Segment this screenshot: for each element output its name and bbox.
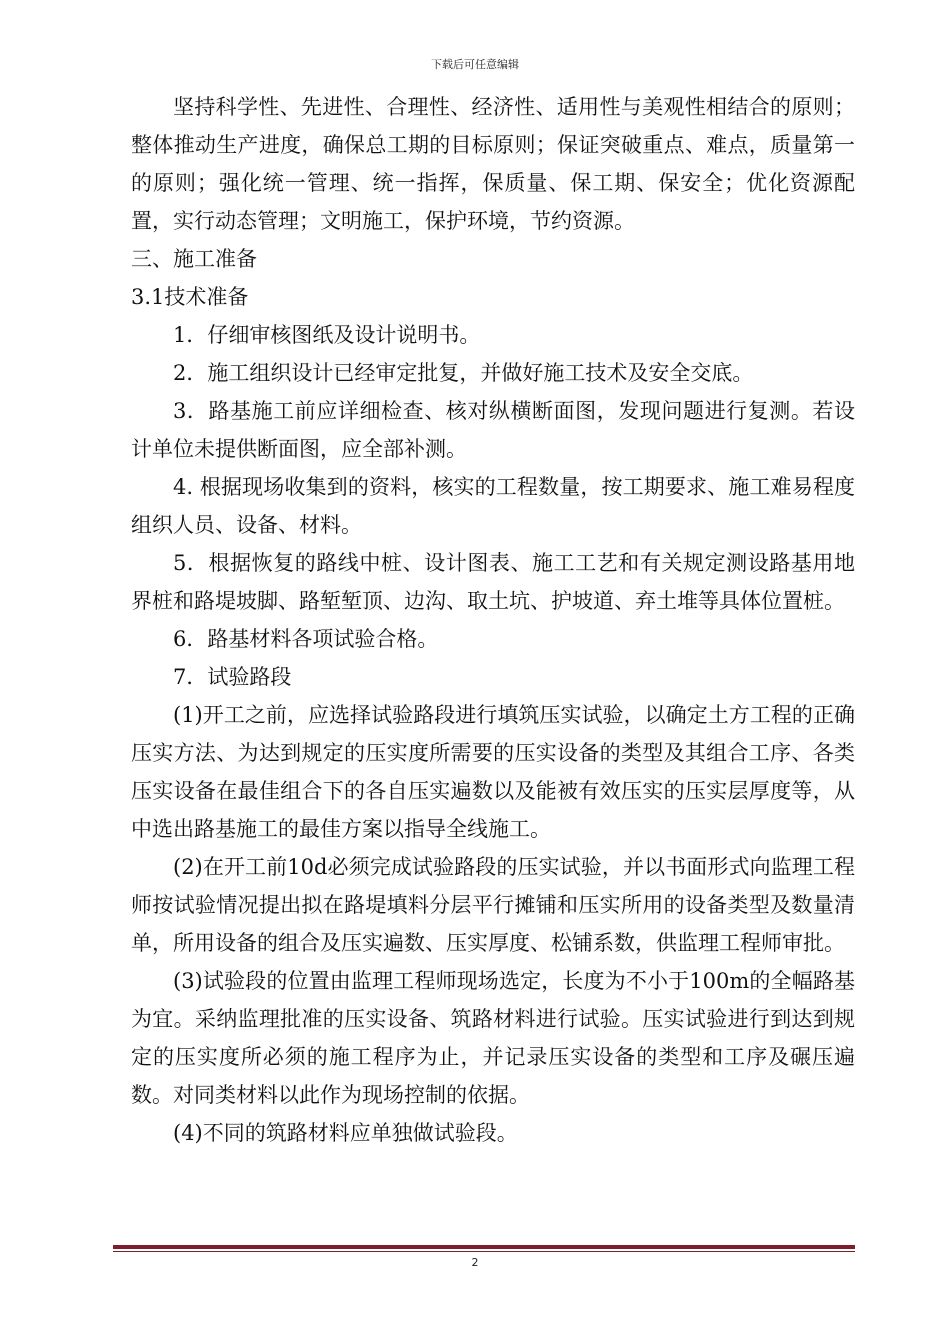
list-item: 7．试验路段 [173, 665, 292, 689]
footer-divider [113, 1245, 855, 1252]
list-item: 3．路基施工前应详细检查、核对纵横断面图，发现问题进行复测。若设计单位未提供断面图，应全部补测。 [131, 399, 855, 461]
footer-rule-thick [113, 1245, 855, 1249]
list-item: 5．根据恢复的路线中桩、设计图表、施工工艺和有关规定测设路基用地界桩和路堤坡脚、路堑堑顶、边沟、取土坑、护坡道、弃土堆等具体位置桩。 [131, 551, 855, 613]
page-header: 下载后可任意编辑 [431, 58, 519, 71]
list-item: 1．仔细审核图纸及设计说明书。 [173, 323, 481, 347]
list-item: 4. 根据现场收集到的资料，核实的工程数量，按工期要求、施工难易程度组织人员、设备、材料。 [131, 475, 855, 537]
sub-item: (4)不同的筑路材料应单独做试验段。 [173, 1121, 518, 1145]
document-body [131, 88, 855, 1152]
section-heading: 三、施工准备 [131, 247, 257, 271]
sub-item: (1)开工之前，应选择试验路段进行填筑压实试验，以确定土方工程的正确压实方法、为达到规定的压实度所需要的压实设备的类型及其组合工序、各类压实设备在最佳组合下的各自压实遍数以及能被有效压实的压实层厚度等，从中选出路基施工的最佳方案以指导全线施工。 [131, 703, 855, 841]
list-item: 6．路基材料各项试验合格。 [173, 627, 439, 651]
subsection-heading: 3.1技术准备 [131, 285, 249, 309]
page-number: 2 [471, 1256, 479, 1269]
paragraph-principles: 坚持科学性、先进性、合理性、经济性、适用性与美观性相结合的原则；整体推动生产进度，确保总工期的目标原则；保证突破重点、难点，质量第一的原则；强化统一管理、统一指挥，保质量、保工期、保安全；优化资源配置，实行动态管理；文明施工，保护环境，节约资源。 [131, 95, 855, 233]
sub-item: (3)试验段的位置由监理工程师现场选定，长度为不小于100m的全幅路基为宜。采纳监理批准的压实设备、筑路材料进行试验。压实试验进行到达到规定的压实度所必须的施工程序为止，并记录压实设备的类型和工序及碾压遍数。对同类材料以此作为现场控制的依据。 [131, 969, 855, 1107]
list-item: 2．施工组织设计已经审定批复，并做好施工技术及安全交底。 [173, 361, 754, 385]
footer-rule-thin [113, 1251, 855, 1252]
sub-item: (2)在开工前10d必须完成试验路段的压实试验，并以书面形式向监理工程师按试验情况提出拟在路堤填料分层平行摊铺和压实所用的设备类型及数量清单，所用设备的组合及压实遍数、压实厚度、松铺系数，供监理工程师审批。 [131, 855, 855, 955]
